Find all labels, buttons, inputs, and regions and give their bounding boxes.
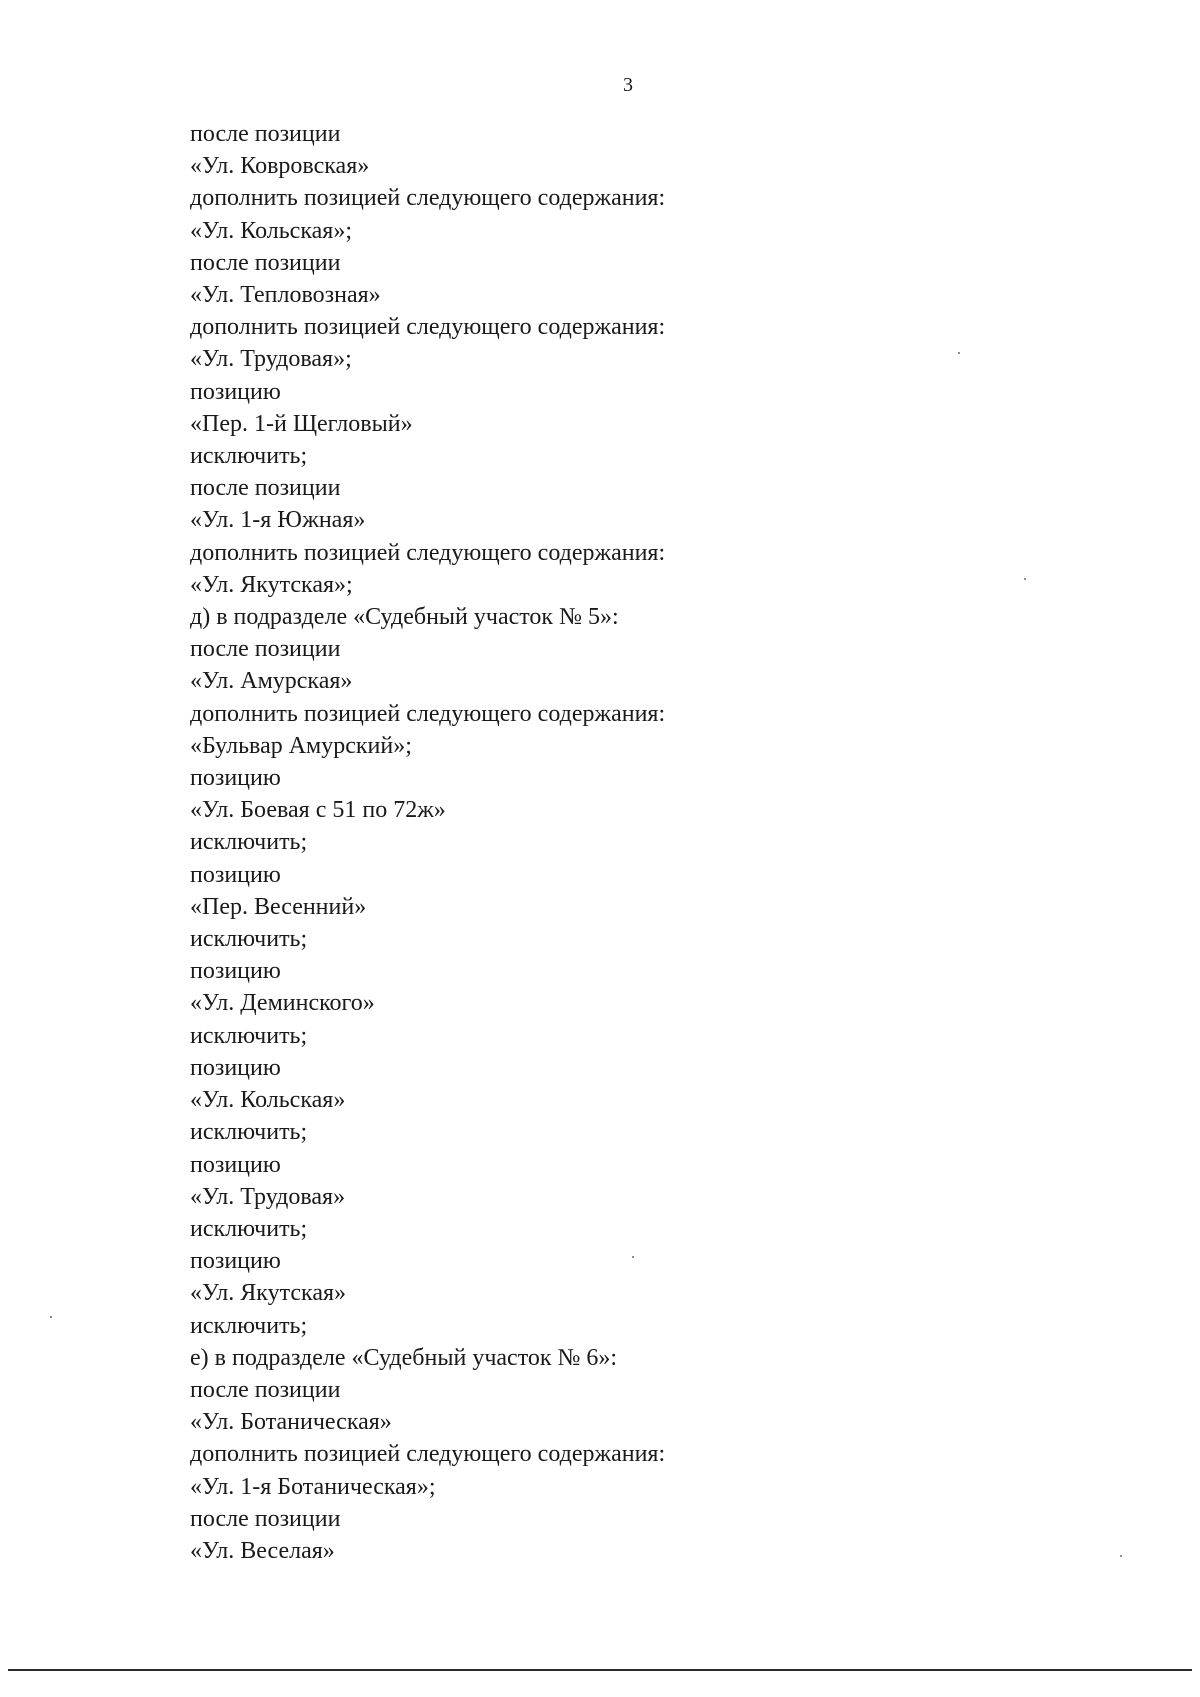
document-line: после позиции — [190, 1376, 341, 1403]
section-heading: е) в подразделе «Судебный участок № 6»: — [190, 1344, 618, 1371]
scan-speck — [1120, 1555, 1122, 1557]
document-line: «Ул. Ботаническая» — [190, 1409, 392, 1436]
document-line: «Ул. 1-я Южная» — [190, 507, 366, 534]
document-line: «Ул. Трудовая»; — [190, 346, 352, 373]
document-line: позицию — [190, 861, 281, 888]
document-line: исключить; — [190, 829, 308, 856]
section-heading: д) в подразделе «Судебный участок № 5»: — [190, 604, 619, 631]
document-line: позицию — [190, 765, 281, 792]
scan-speck — [50, 1316, 52, 1318]
document-line: после позиции — [190, 636, 341, 663]
document-line: «Ул. Якутская»; — [190, 571, 353, 598]
scan-speck — [1024, 578, 1026, 580]
document-line: исключить; — [190, 1119, 308, 1146]
document-line: «Ул. 1-я Ботаническая»; — [190, 1473, 436, 1500]
document-body — [190, 118, 1090, 1567]
document-line: «Ул. Кольская»; — [190, 217, 352, 244]
document-line: дополнить позицией следующего содержания: — [190, 185, 666, 212]
document-line: «Ул. Кольская» — [190, 1087, 346, 1114]
document-line: исключить; — [190, 443, 308, 470]
scan-speck — [958, 352, 960, 354]
scan-speck — [632, 1256, 634, 1258]
document-line: «Ул. Веселая» — [190, 1537, 335, 1564]
document-line: «Ул. Трудовая» — [190, 1183, 346, 1210]
document-line: исключить; — [190, 1312, 308, 1339]
document-line: «Бульвар Амурский»; — [190, 732, 412, 759]
document-line: «Ул. Тепловозная» — [190, 282, 381, 309]
document-line: «Пер. Весенний» — [190, 893, 367, 920]
document-line: «Пер. 1-й Щегловый» — [190, 410, 413, 437]
document-line: исключить; — [190, 1022, 308, 1049]
document-line: позицию — [190, 958, 281, 985]
document-line: позицию — [190, 1151, 281, 1178]
document-line: «Ул. Якутская» — [190, 1280, 347, 1307]
document-line: позицию — [190, 1054, 281, 1081]
document-line: дополнить позицией следующего содержания: — [190, 700, 666, 727]
document-line: исключить; — [190, 926, 308, 953]
document-line: «Ул. Деминского» — [190, 990, 375, 1017]
document-line: после позиции — [190, 121, 341, 147]
document-line: позицию — [190, 378, 281, 405]
page-number: 3 — [623, 74, 633, 96]
document-line: «Ул. Боевая с 51 по 72ж» — [190, 797, 446, 824]
document-line: дополнить позицией следующего содержания: — [190, 314, 666, 341]
document-line: позицию — [190, 1248, 281, 1275]
document-line: «Ул. Амурская» — [190, 668, 353, 695]
document-line: исключить; — [190, 1215, 308, 1242]
document-line: дополнить позицией следующего содержания: — [190, 1441, 666, 1468]
document-line: после позиции — [190, 475, 341, 502]
bottom-border-line — [8, 1669, 1192, 1671]
document-line: после позиции — [190, 249, 341, 276]
document-line: «Ул. Ковровская» — [190, 153, 370, 180]
document-line: дополнить позицией следующего содержания: — [190, 539, 666, 566]
document-line: после позиции — [190, 1505, 341, 1532]
